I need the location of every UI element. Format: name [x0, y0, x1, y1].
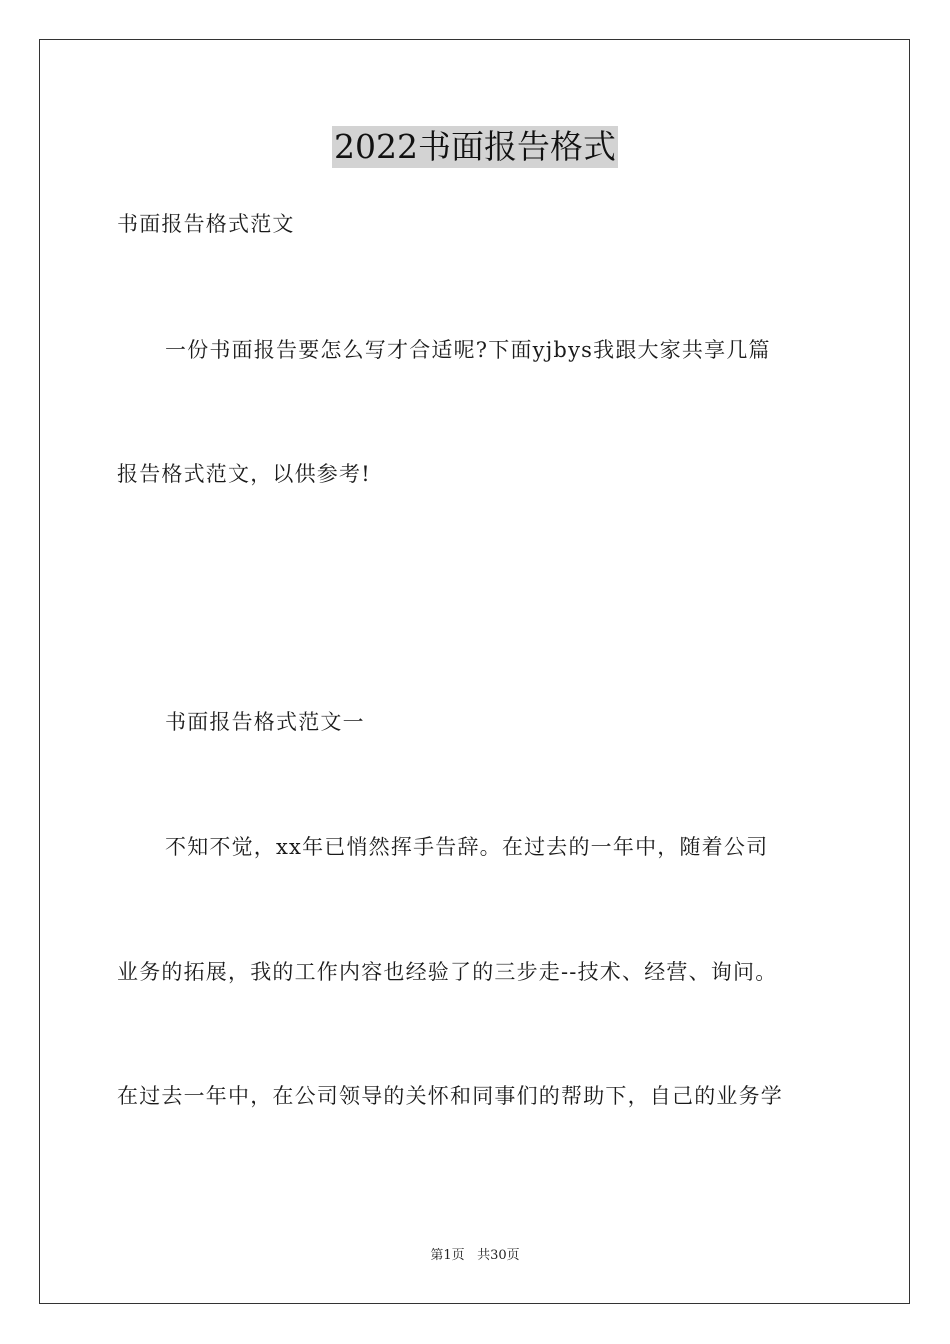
document-title: 2022书面报告格式 [334, 127, 616, 166]
title-container [0, 126, 950, 168]
paragraph-line: 报告格式范文，以供参考! [117, 462, 371, 486]
paragraph-line: 在过去一年中，在公司领导的关怀和同事们的帮助下，自己的业务学 [117, 1084, 783, 1108]
page-number: 第1页 [430, 1248, 465, 1263]
paragraph-line: 业务的拓展，我的工作内容也经验了的三步走--技术、经营、询问。 [117, 960, 778, 984]
subsection-heading: 书面报告格式范文一 [165, 710, 365, 734]
page-total: 共30页 [477, 1248, 520, 1263]
page-footer [0, 1247, 950, 1265]
section-heading: 书面报告格式范文 [117, 212, 295, 236]
paragraph-line: 一份书面报告要怎么写才合适呢?下面yjbys我跟大家共享几篇 [165, 338, 771, 362]
paragraph-line: 不知不觉，xx年已悄然挥手告辞。在过去的一年中，随着公司 [165, 835, 769, 859]
